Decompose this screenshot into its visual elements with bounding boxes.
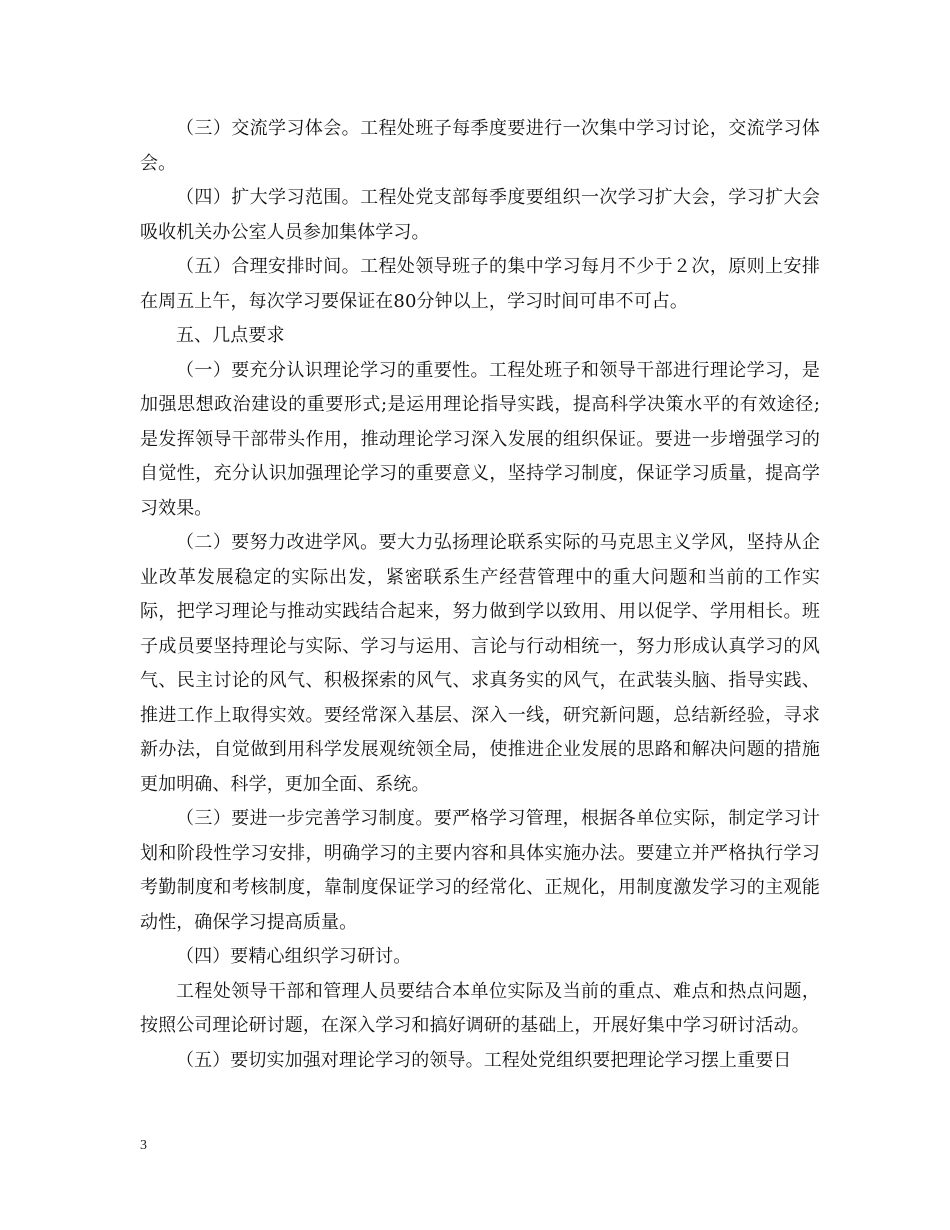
paragraph-discussion-detail: 工程处领导干部和管理人员要结合本单位实际及当前的重点、难点和热点问题，按照公司理论研讨题，在深入学习和搞好调研的基础上，开展好集中学习研讨活动。 [140, 980, 820, 1036]
paragraph-leadership: （五）要切实加强对理论学习的领导。工程处党组织要把理论学习摆上重要日 [176, 1049, 792, 1071]
document-body [140, 112, 820, 1078]
section-heading-requirements: 五、几点要求 [176, 325, 285, 346]
paragraph-expand-scope: （四）扩大学习范围。工程处党支部每季度要组织一次学习扩大会，学习扩大会吸收机关办公室人员参加集体学习。 [140, 187, 820, 243]
paragraph-importance: （一）要充分认识理论学习的重要性。工程处班子和领导干部进行理论学习，是加强思想政治建设的重要形式;是运用理论指导实践，提高科学决策水平的有效途径;是发挥领导干部带头作用，推动理论学习深入发展的组织保证。要进一步增强学习的自觉性，充分认识加强理论学习的重要意义，坚持学习制度，保证学习质量，提高学习效果。 [140, 359, 820, 519]
page-number: 3 [140, 1138, 147, 1153]
paragraph-organize-discussion: （四）要精心组织学习研讨。 [176, 946, 412, 967]
paragraph-arrange-time: （五）合理安排时间。工程处领导班子的集中学习每月不少于２次，原则上安排在周五上午，每次学习要保证在80分钟以上，学习时间可串不可占。 [140, 256, 820, 312]
paragraph-study-system: （三）要进一步完善学习制度。要严格学习管理，根据各单位实际，制定学习计划和阶段性学习安排，明确学习的主要内容和具体实施办法。要建立并严格执行学习考勤制度和考核制度，靠制度保证学习的经常化、正规化，用制度激发学习的主观能动性，确保学习提高质量。 [140, 808, 820, 933]
paragraph-study-style: （二）要努力改进学风。要大力弘扬理论联系实际的马克思主义学风，坚持从企业改革发展稳定的实际出发，紧密联系生产经营管理中的重大问题和当前的工作实际，把学习理论与推动实践结合起来，努力做到学以致用、用以促学、学用相长。班子成员要坚持理论与实际、学习与运用、言论与行动相统一，努力形成认真学习的风气、民主讨论的风气、积极探索的风气、求真务实的风气，在武装头脑、指导实践、推进工作上取得实效。要经常深入基层、深入一线，研究新问题，总结新经验，寻求新办法，自觉做到用科学发展观统领全局，使推进企业发展的思路和解决问题的措施更加明确、科学，更加全面、系统。 [140, 532, 820, 795]
paragraph-exchange-experience: （三）交流学习体会。工程处班子每季度要进行一次集中学习讨论，交流学习体会。 [140, 118, 820, 174]
